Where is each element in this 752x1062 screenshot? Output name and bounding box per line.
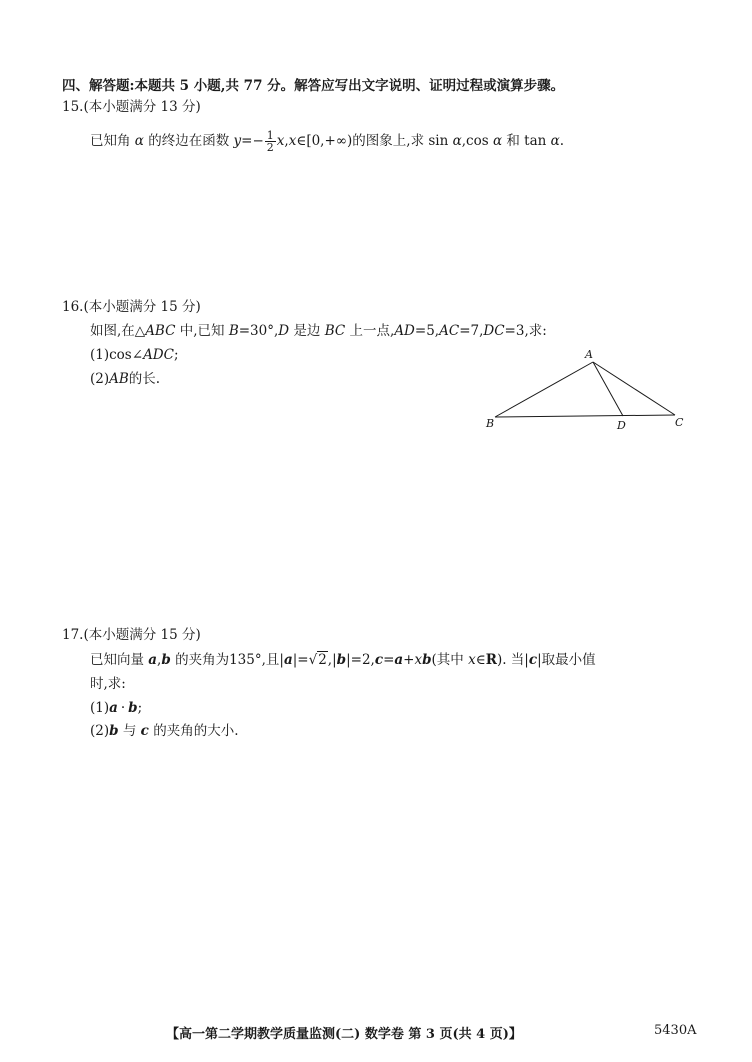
- q15-alpha: α: [492, 133, 503, 149]
- q17-vector-b: b: [422, 652, 432, 668]
- q16-text: 中,已知: [179, 323, 225, 339]
- q17-header: [62, 626, 201, 644]
- q17-number: 17.: [62, 627, 84, 643]
- sqrt-symbol: √: [308, 652, 318, 668]
- q17-var-x: x: [468, 652, 476, 668]
- q15-text: 的图象上,求 sin: [352, 133, 449, 149]
- paper-code: 5430A: [654, 1023, 697, 1038]
- q15-alpha: α: [452, 133, 462, 149]
- q17-text: ∈: [475, 652, 486, 668]
- q17-vector-b: b: [109, 723, 119, 739]
- q15-frac-den: 2: [266, 141, 274, 154]
- q17-vector-a: a: [394, 652, 404, 668]
- q15-text: 的终边在函数: [148, 133, 230, 149]
- q15-period: .: [559, 133, 565, 149]
- q17-text: ,|: [327, 652, 337, 668]
- q17-vector-a: a: [148, 652, 158, 668]
- q16-header: [62, 298, 201, 316]
- q15-var-y: y: [233, 133, 242, 149]
- q16-var: AD: [394, 323, 415, 339]
- q15-body: [90, 130, 564, 153]
- q17-vector-c: c: [374, 652, 384, 668]
- sqrt-radicand: 2: [318, 652, 327, 668]
- q17-text: |=2,: [346, 652, 375, 668]
- segment-ac: [593, 362, 675, 415]
- q16-var: AB: [109, 371, 129, 387]
- q17-body-line2: 时,求:: [90, 676, 126, 692]
- q17-text: 已知向量: [90, 652, 144, 668]
- q15-eq: =−: [241, 133, 264, 149]
- q16-body: [90, 322, 547, 340]
- q15-alpha: α: [550, 133, 560, 149]
- q17-text: 的夹角为135°,且|: [175, 652, 284, 668]
- q16-var: AC: [439, 323, 460, 339]
- q17-vector-a: a: [109, 700, 118, 716]
- q17-body: [90, 651, 596, 669]
- triangle-figure: [478, 345, 698, 435]
- q15-domain: ∈[0,+∞): [296, 133, 353, 149]
- q16-text: =30°,: [238, 323, 279, 339]
- q17-vector-b: b: [161, 652, 171, 668]
- q17-text: +: [403, 652, 415, 668]
- q16-var: BC: [324, 323, 346, 339]
- q15-frac-num: 1: [266, 129, 274, 142]
- q16-part-text: (2): [90, 371, 110, 387]
- q16-part-text: ;: [173, 347, 179, 363]
- q15-score: (本小题满分 13 分): [83, 99, 201, 115]
- q17-text: ,: [157, 652, 162, 668]
- q16-var: ABC: [145, 323, 176, 339]
- q16-var: D: [278, 323, 290, 339]
- q17-text: (其中: [431, 652, 464, 668]
- q17-vector-b: b: [128, 700, 138, 716]
- q17-dot: ·: [120, 700, 126, 716]
- q16-score: (本小题满分 15 分): [83, 299, 201, 315]
- q17-text: =: [383, 652, 395, 668]
- vertex-label-a: A: [585, 348, 593, 361]
- q17-vector-b: b: [336, 652, 347, 668]
- q16-part2: [90, 370, 160, 388]
- q15-var-x: x: [288, 133, 297, 149]
- segment-ad: [593, 362, 623, 416]
- q16-text: =3,求:: [504, 323, 547, 339]
- q17-vector-c: c: [140, 723, 149, 739]
- q17-part-text: 的夹角的大小.: [153, 723, 239, 739]
- q17-text: ). 当|: [496, 652, 529, 668]
- segment-bc: [495, 415, 675, 417]
- q16-part1: [90, 346, 179, 364]
- q17-set-r: R: [485, 652, 497, 668]
- q17-text: |取最小值: [537, 652, 596, 668]
- q16-text: =7,: [459, 323, 484, 339]
- q16-part-text: (1)cos∠: [90, 347, 144, 363]
- q16-text: 上一点,: [349, 323, 395, 339]
- segment-ab: [495, 362, 593, 417]
- q17-part2: [90, 722, 239, 740]
- q15-alpha: α: [134, 133, 144, 149]
- q17-part-text: 与: [122, 723, 137, 739]
- q17-text: |=: [292, 652, 309, 668]
- q17-vector-c: c: [528, 652, 538, 668]
- q16-text: =5,: [414, 323, 440, 339]
- q16-var: DC: [483, 323, 505, 339]
- q15-text: 和 tan: [506, 133, 547, 149]
- q15-text: 已知角: [90, 133, 131, 149]
- q17-var-x: x: [414, 652, 423, 668]
- q16-var: B: [228, 323, 239, 339]
- q16-number: 16.: [62, 299, 84, 315]
- q15-header: [62, 98, 201, 116]
- q15-text: ,cos: [461, 133, 489, 149]
- q16-part-text: 的长.: [128, 371, 161, 387]
- q17-part-text: ;: [137, 700, 143, 716]
- page-footer: 【高一第二学期教学质量监测(二) 数学卷 第 3 页(共 4 页)】: [166, 1027, 522, 1042]
- q15-var-x: x: [276, 133, 285, 149]
- vertex-label-b: B: [486, 417, 495, 430]
- q17-score: (本小题满分 15 分): [83, 627, 201, 643]
- q17-vector-a: a: [283, 652, 293, 668]
- q17-sqrt: [309, 651, 328, 669]
- q17-part-text: (1): [90, 700, 110, 716]
- q15-comma: ,: [284, 133, 289, 149]
- vertex-label-c: C: [675, 416, 684, 429]
- q16-var: ADC: [143, 347, 174, 363]
- q16-text: 是边: [293, 323, 321, 339]
- q17-part-text: (2): [90, 723, 110, 739]
- vertex-label-d: D: [617, 419, 626, 432]
- section-heading: 四、解答题:本题共 5 小题,共 77 分。解答应写出文字说明、证明过程或演算步骤。: [62, 78, 565, 94]
- q17-part1: [90, 699, 142, 717]
- q15-fraction: [265, 130, 276, 153]
- q15-number: 15.: [62, 99, 84, 115]
- q16-text: 如图,在△: [90, 323, 146, 339]
